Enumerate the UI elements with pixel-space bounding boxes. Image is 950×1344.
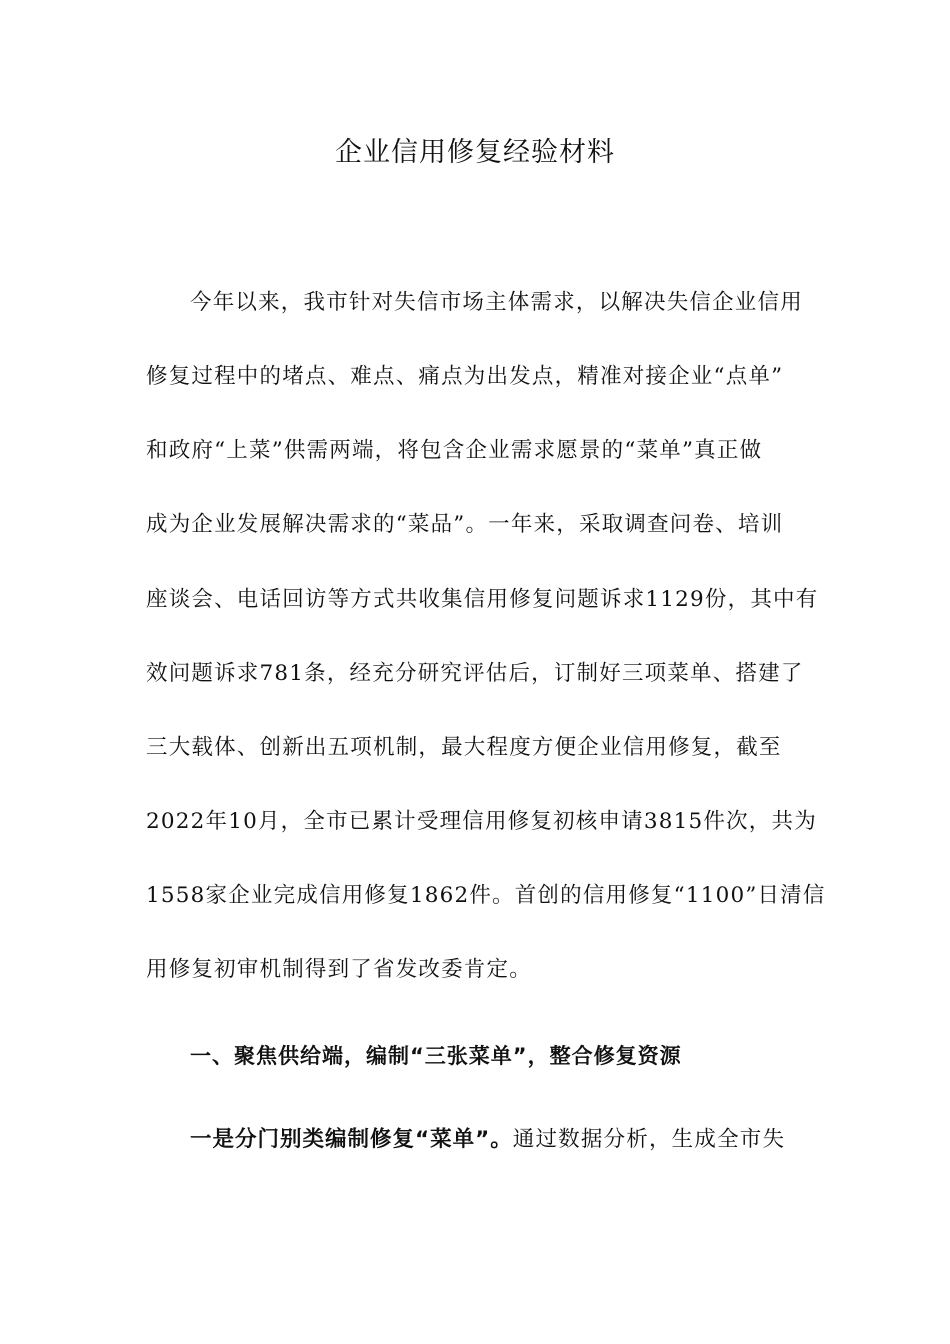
intro-line-9: 1558家企业完成信用修复1862件。首创的信用修复“1100”日清信 — [146, 883, 826, 908]
section1-paragraph-text: 通过数据分析，生成全市失 — [512, 1127, 786, 1152]
intro-line-7: 三大载体、创新出五项机制，最大程度方便企业信用修复，截至 — [146, 735, 782, 760]
intro-line-10: 用修复初审机制得到了省发改委肯定。 — [146, 957, 532, 982]
section1-paragraph-lead: 一是分门别类编制修复“菜单”。 — [190, 1127, 513, 1152]
document-title: 企业信用修复经验材料 — [335, 137, 615, 168]
intro-line-2: 修复过程中的堵点、难点、痛点为出发点，精准对接企业“点单” — [146, 364, 784, 389]
section1-paragraph-line-1 — [190, 1118, 870, 1162]
intro-line-1: 今年以来，我市针对失信市场主体需求，以解决失信企业信用 — [190, 290, 803, 315]
intro-line-5: 座谈会、电话回访等方式共收集信用修复问题诉求1129份，其中有 — [146, 587, 819, 612]
intro-line-3: 和政府“上菜”供需两端，将包含企业需求愿景的“菜单”真正做 — [146, 438, 763, 463]
intro-line-8: 2022年10月，全市已累计受理信用修复初核申请3815件次，共为 — [146, 809, 817, 834]
intro-line-6: 效问题诉求781条，经充分研究评估后，订制好三项菜单、搭建了 — [146, 661, 804, 686]
section-heading-1: 一、聚焦供给端，编制“三张菜单”，整合修复资源 — [190, 1044, 682, 1068]
intro-line-4: 成为企业发展解决需求的“菜品”。一年来，采取调查问卷、培训 — [146, 512, 784, 537]
